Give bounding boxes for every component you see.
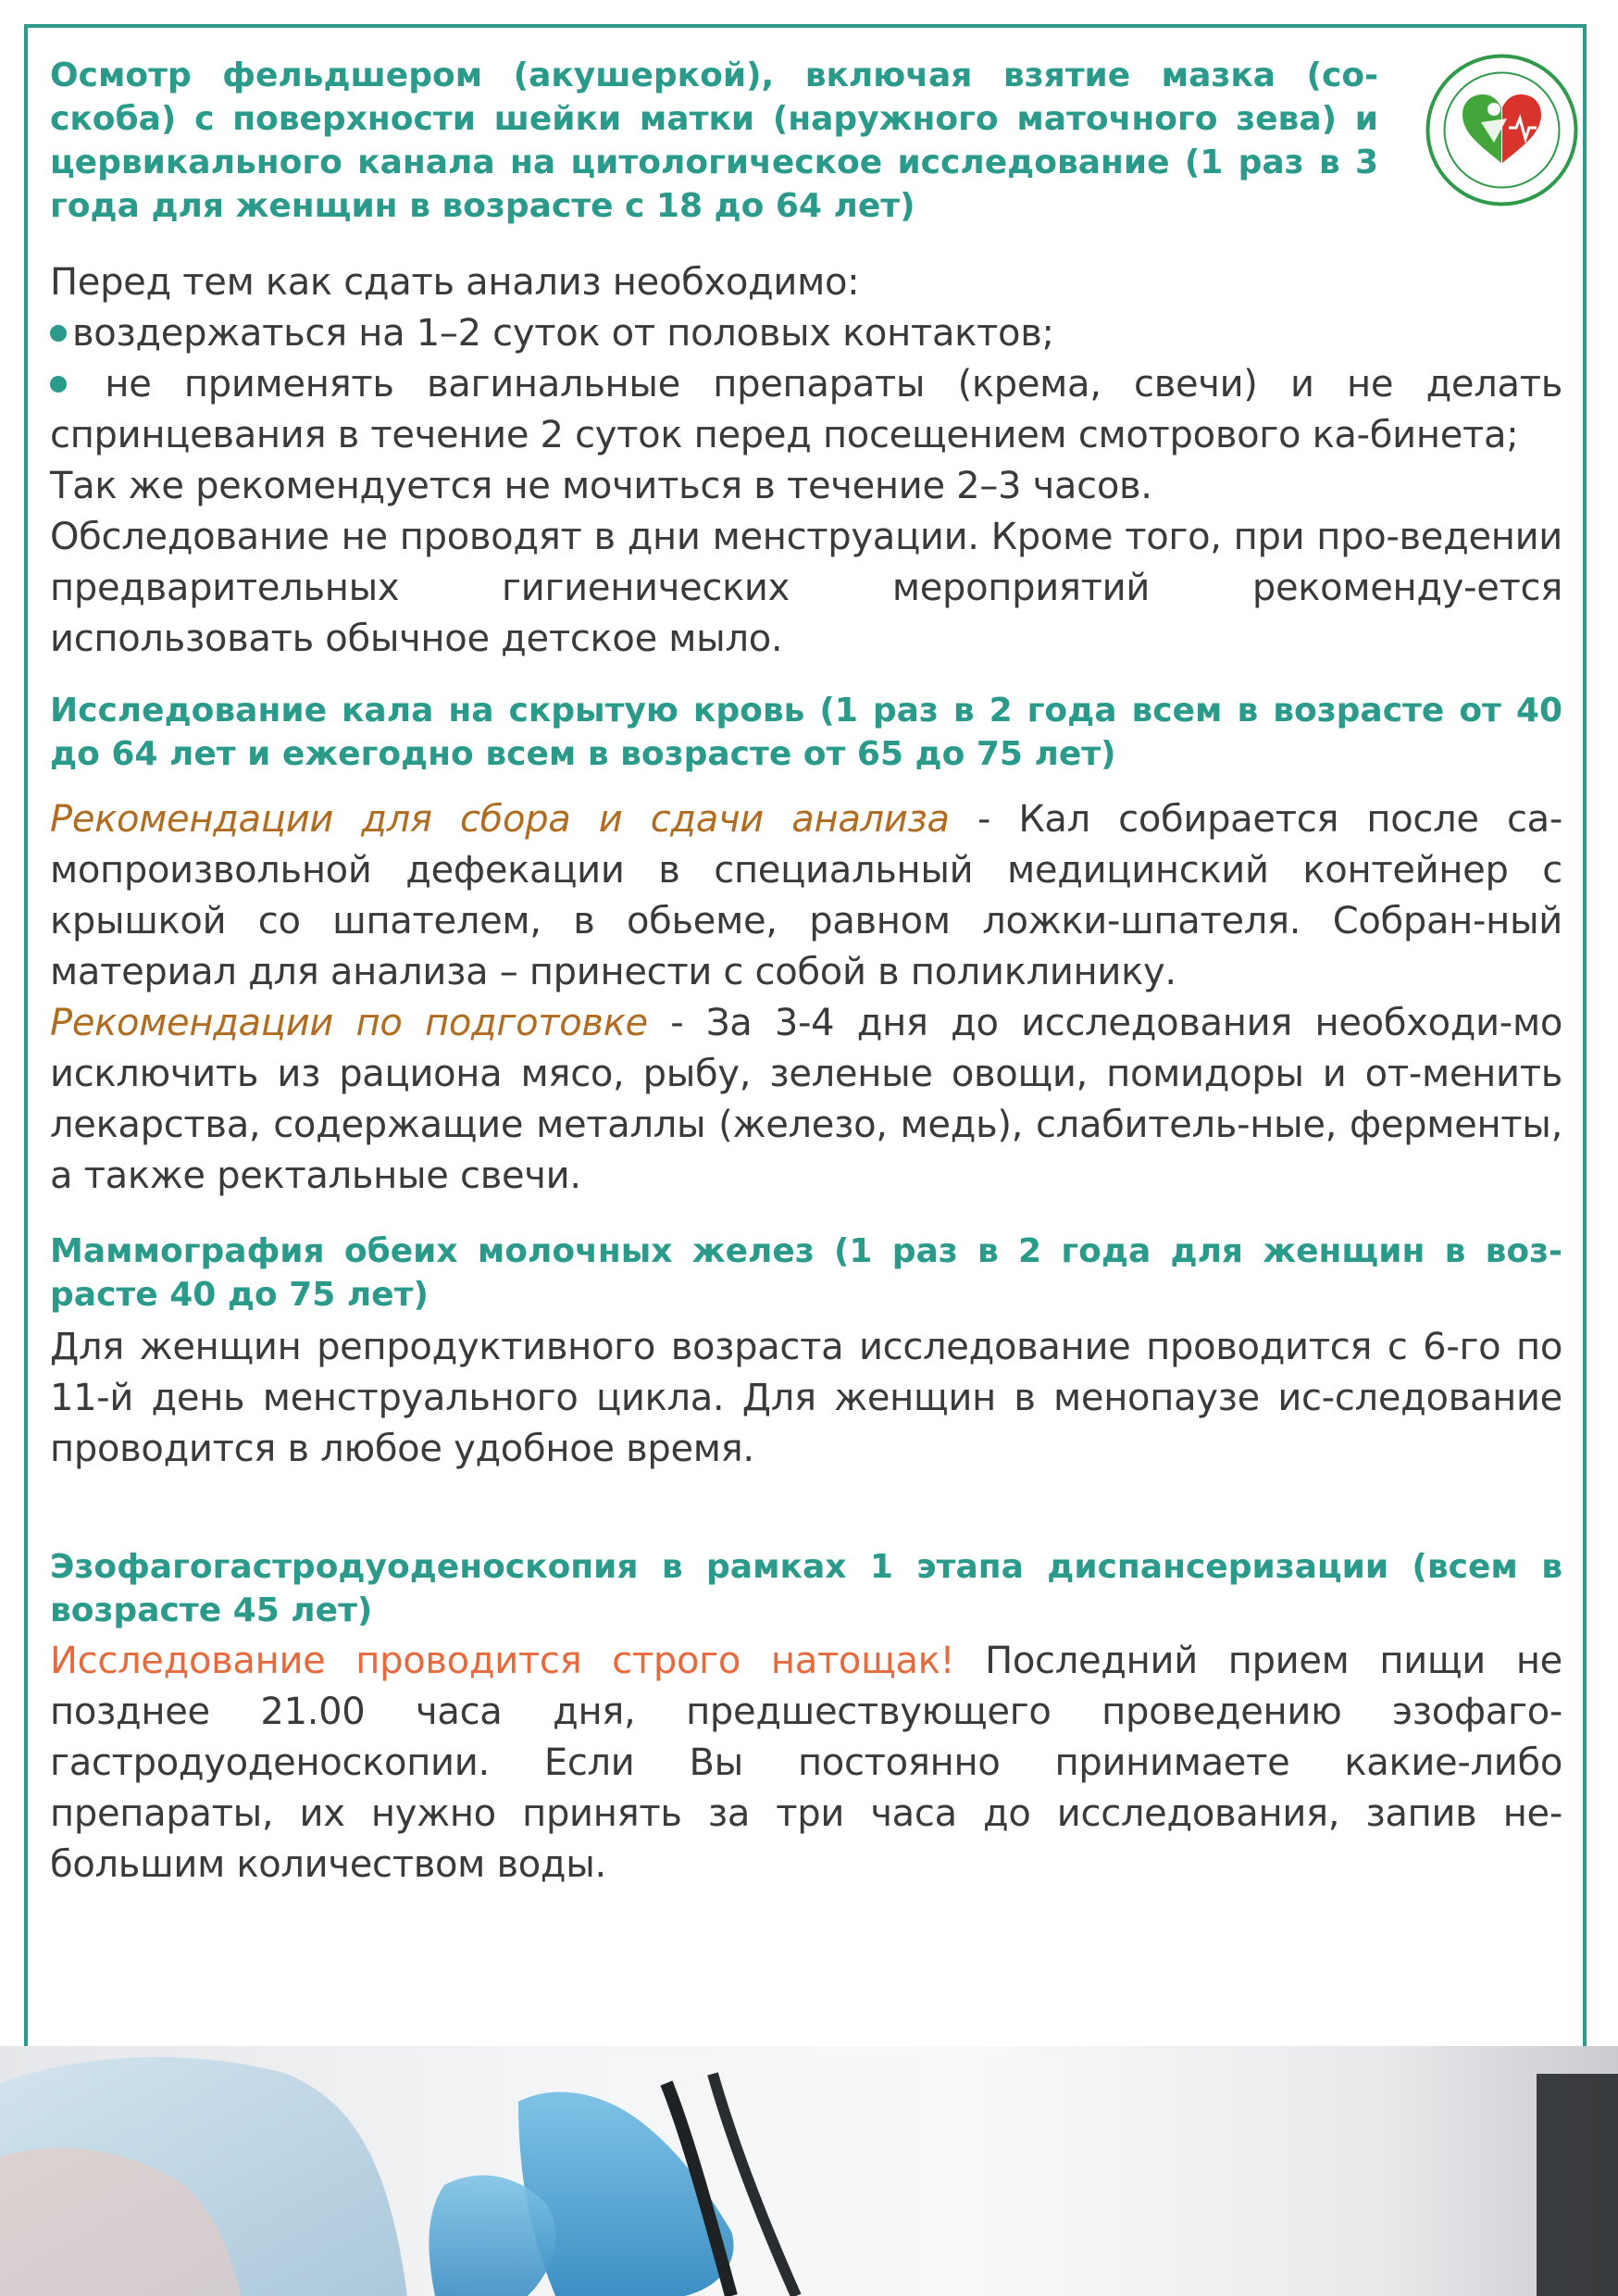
- warning-text: Исследование проводится строго натощак!: [50, 1640, 955, 1682]
- section-mammography-text: Для женщин репродуктивного возраста исследование проводится с 6-го по 11-й день менструального цикла. Для женщин в менопаузе ис-следование проводится в любое удобное время.: [50, 1326, 1562, 1470]
- recommendation-text: - За 3-4 дня до исследования необходи-мо исключить из рациона мясо, рыбу, зеленые овощи, помидоры и от-менить лекарства, содержащие металлы (железо, медь), слабитель-ные, ферменты, а также ректальные свечи.: [50, 1002, 1562, 1197]
- egds-instructions: Последний прием пищи не позднее 21.00 часа дня, предшествующего проведению эзофаго-гастродуоденоскопии. Если Вы постоянно принимаете какие-либо препараты, их нужно принять за три часа до исследования, запив не-большим количеством воды.: [50, 1640, 1562, 1886]
- section-cytology-intro: Перед тем как сдать анализ необходимо:: [50, 261, 860, 304]
- section-cytology-paragraph: Обследование не проводят в дни менструации. Кроме того, при про-ведении предварительных гигиенических мероприятий рекоменду-ется использовать обычное детское мыло.: [50, 516, 1562, 660]
- section-cytology-paragraph: Так же рекомендуется не мочиться в течение 2–3 часов.: [50, 465, 1152, 507]
- recommendation-text: - Кал собирается после са-мопроизвольной дефекации в специальный медицинский контейнер с крышкой со шпателем, в обьеме, равном ложки-шпателя. Собран-ный материал для анализа – принести с собой в поликлинику.: [50, 798, 1562, 993]
- bullet-dot-icon: [50, 325, 67, 342]
- bullet-text: не применять вагинальные препараты (крема, свечи) и не делать спринцевания в течение 2 суток перед посещением смотрового ка-бинета;: [50, 363, 1562, 456]
- section-heading-mammography: Маммография обеих молочных желез (1 раз в 2 года для женщин в воз-расте 40 до 75 лет): [50, 1232, 1562, 1314]
- bullet-text: воздержаться на 1–2 суток от половых контактов;: [72, 312, 1054, 355]
- section-occult-blood-collection: [50, 794, 1562, 998]
- endoscopy-photo: [0, 2046, 1618, 2296]
- bullet-dot-icon: [50, 376, 67, 393]
- bullet-item: [50, 359, 1562, 461]
- section-heading-occult-blood: Исследование кала на скрытую кровь (1 раз в 2 года всем в возрасте от 40 до 64 лет и ежегодно всем в возрасте от 65 до 75 лет): [50, 692, 1562, 773]
- recommendation-label: Рекомендации по подготовке: [50, 1002, 648, 1044]
- section-occult-blood-preparation: [50, 998, 1562, 1202]
- bullet-item: [50, 308, 1562, 359]
- endoscopy-photo-art: [0, 2046, 1618, 2296]
- section-heading-egds: Эзофагогастродуоденоскопия в рамках 1 этапа диспансеризации (всем в возрасте 45 лет): [50, 1548, 1562, 1629]
- content: [50, 54, 1562, 1890]
- recommendation-label: Рекомендации для сбора и сдачи анализа: [50, 798, 950, 841]
- section-egds-text: [50, 1636, 1562, 1890]
- section-heading-cytology: Осмотр фельдшером (акушеркой), включая взятие мазка (со-скоба) с поверхности шейки матки (наружного маточного зева) и цервикального канала на цитологическое исследование (1 раз в 3 года для женщин в возрасте с 18 до 64 лет): [50, 56, 1378, 225]
